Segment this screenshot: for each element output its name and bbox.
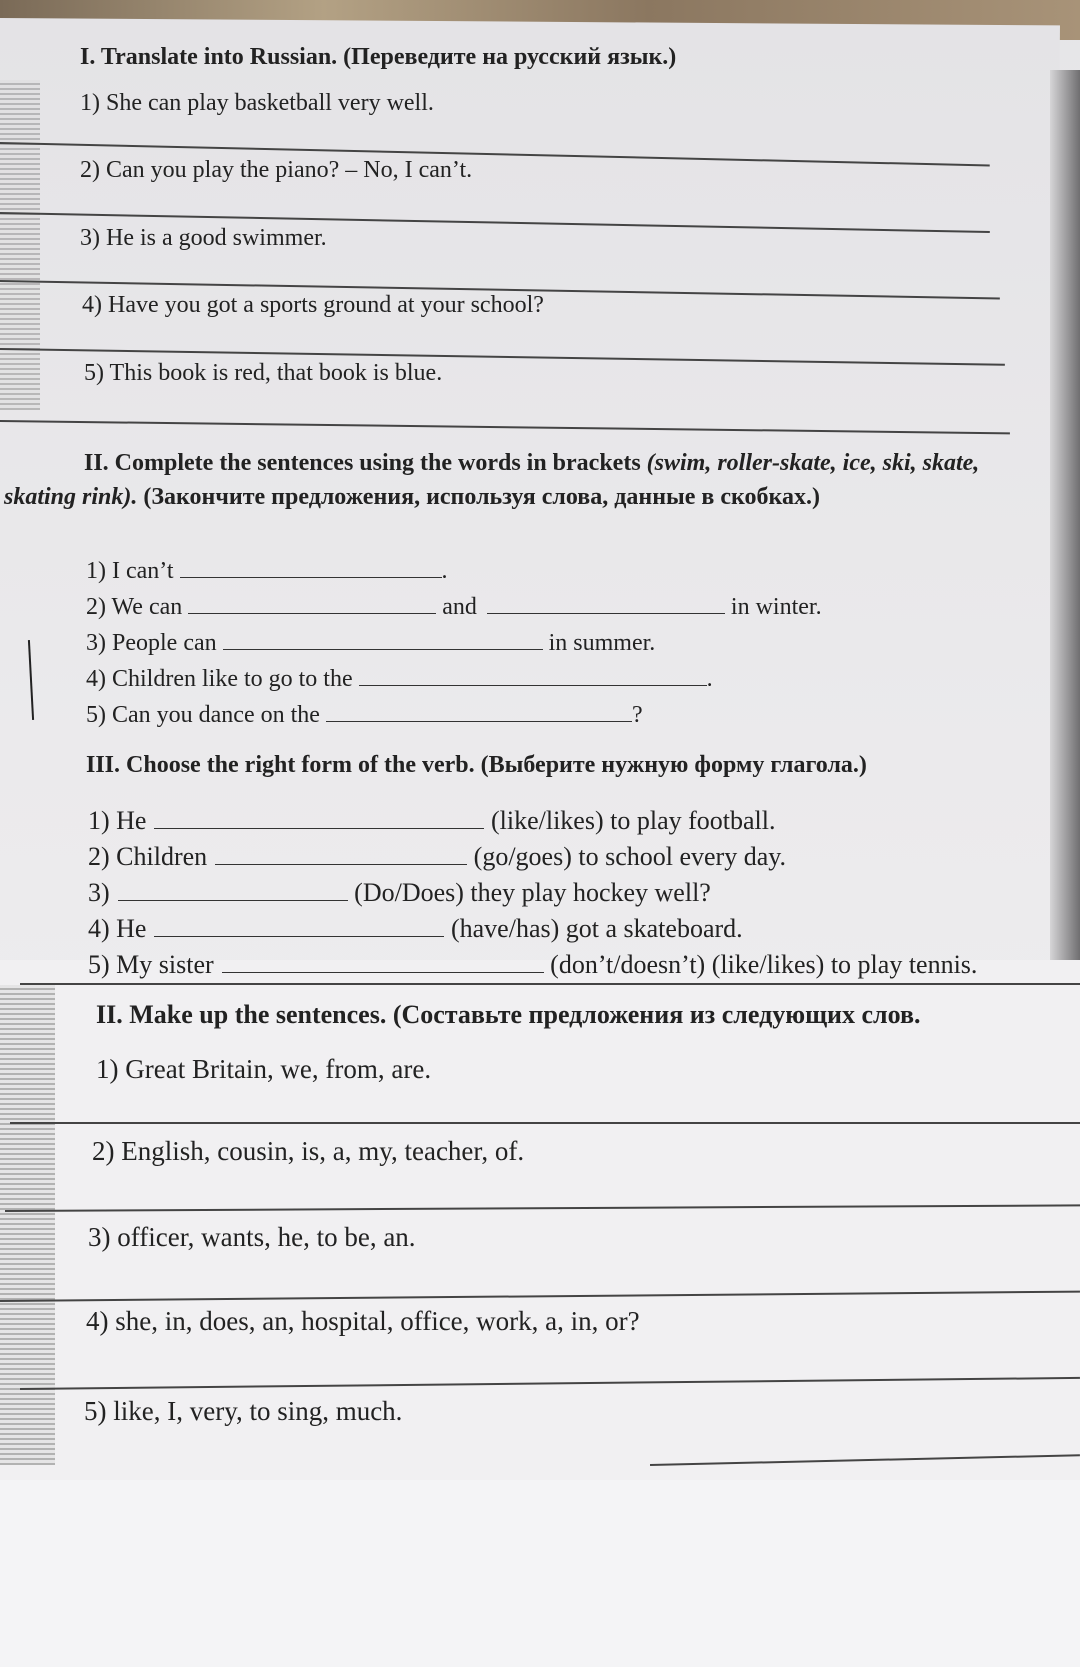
section-3-item-2: 2) Children (go/goes) to school every day. bbox=[88, 842, 787, 871]
page-edge-shadow bbox=[1050, 70, 1080, 970]
section-1-item-3: 3) He is a good swimmer. bbox=[80, 225, 327, 251]
section-1-item-2: 2) Can you play the piano? – No, I can’t. bbox=[80, 157, 473, 183]
section-4-item-1: 1) Great Britain, we, from, are. bbox=[96, 1054, 432, 1084]
page-fold-edge bbox=[20, 983, 1080, 985]
section-2-title: II. Complete the sentences using the words in brackets (swim, roller-skate, ice, ski, skate, skating rink). (Закончите предложения, используя слова, данные в скобках.) bbox=[4, 450, 980, 510]
blank-field[interactable] bbox=[222, 972, 544, 973]
blank-field[interactable] bbox=[487, 613, 725, 614]
blank-field[interactable] bbox=[359, 685, 707, 686]
table-surface bbox=[0, 1480, 1080, 1667]
section-2-item-5: 5) Can you dance on the ? bbox=[86, 702, 643, 728]
section-3-item-5: 5) My sister (don’t/doesn’t) (like/likes) to play tennis. bbox=[88, 950, 978, 979]
section-1-item-1: 1) She can play basketball very well. bbox=[80, 90, 434, 116]
section-2-item-3: 3) People can in summer. bbox=[86, 630, 656, 656]
section-4-item-4: 4) she, in, does, an, hospital, office, work, a, in, or? bbox=[86, 1306, 640, 1336]
section-1-title: I. Translate into Russian. (Переведите на русский язык.) bbox=[80, 44, 677, 70]
section-4-title: II. Make up the sentences. (Составьте предложения из следующих слов. bbox=[96, 1000, 921, 1029]
section-3-item-4: 4) He (have/has) got a skateboard. bbox=[88, 914, 743, 943]
section-2-item-1: 1) I can’t . bbox=[86, 558, 448, 584]
section-4-item-2: 2) English, cousin, is, a, my, teacher, of. bbox=[92, 1136, 525, 1166]
section-3-title: III. Choose the right form of the verb. (Выберите нужную форму глагола.) bbox=[86, 752, 867, 778]
section-3-item-1: 1) He (like/likes) to play football. bbox=[88, 806, 776, 835]
section-1-item-4: 4) Have you got a sports ground at your school? bbox=[82, 292, 544, 318]
section-2-item-2: 2) We can and in winter. bbox=[86, 594, 822, 620]
section-2-item-4: 4) Children like to go to the . bbox=[86, 666, 713, 692]
answer-line[interactable] bbox=[10, 1122, 1080, 1124]
section-4-item-5: 5) like, I, very, to sing, much. bbox=[84, 1396, 403, 1426]
blank-field[interactable] bbox=[154, 828, 484, 829]
section-3-item-3: 3) (Do/Does) they play hockey well? bbox=[88, 878, 711, 907]
blank-field[interactable] bbox=[188, 613, 436, 614]
left-edge-scuff bbox=[0, 80, 40, 410]
blank-field[interactable] bbox=[326, 721, 632, 722]
blank-field[interactable] bbox=[223, 649, 543, 650]
left-edge-scuff-lower bbox=[0, 985, 55, 1465]
blank-field[interactable] bbox=[180, 577, 442, 578]
blank-field[interactable] bbox=[154, 936, 444, 937]
section-1-item-5: 5) This book is red, that book is blue. bbox=[84, 360, 443, 386]
blank-field[interactable] bbox=[118, 900, 348, 901]
section-4-item-3: 3) officer, wants, he, to be, an. bbox=[88, 1222, 416, 1252]
blank-field[interactable] bbox=[215, 864, 467, 865]
